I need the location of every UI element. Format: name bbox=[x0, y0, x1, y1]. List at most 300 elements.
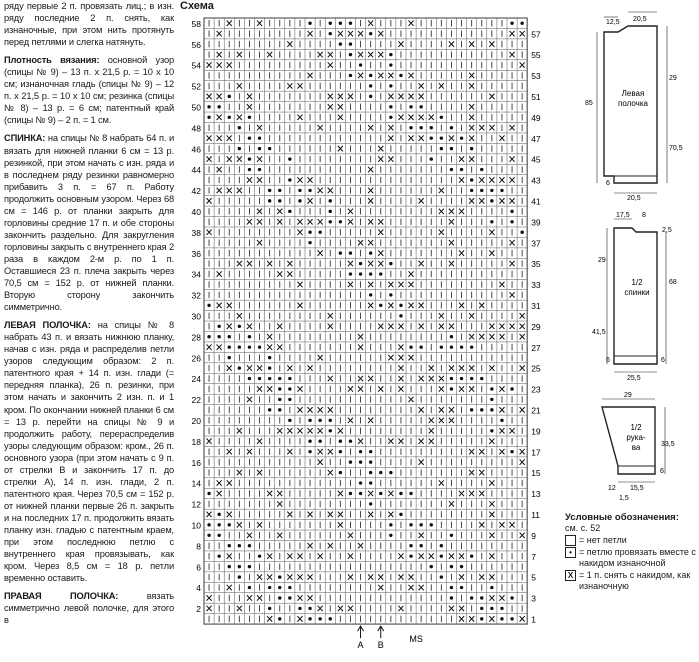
dot-mark bbox=[258, 168, 261, 171]
dot-mark bbox=[389, 523, 392, 526]
dot-mark bbox=[490, 408, 493, 411]
dot-mark bbox=[308, 450, 311, 453]
dot-mark bbox=[329, 22, 332, 25]
dot-mark bbox=[369, 460, 372, 463]
dot-mark bbox=[440, 554, 443, 557]
dot-mark bbox=[419, 523, 422, 526]
row-label-left: 50 bbox=[191, 102, 201, 113]
row-label-right: 9 bbox=[531, 530, 536, 541]
sleeve-dim-plank-left: 12 bbox=[608, 485, 616, 492]
dot-mark bbox=[217, 325, 220, 328]
dot-mark bbox=[470, 408, 473, 411]
row-label-right: 13 bbox=[531, 489, 541, 500]
dot-mark bbox=[430, 565, 433, 568]
row-label-left: 6 bbox=[196, 562, 201, 573]
dot-mark bbox=[470, 345, 473, 348]
row-label-right: 3 bbox=[531, 593, 536, 604]
row-label-left: 56 bbox=[191, 39, 201, 50]
dot-mark bbox=[238, 544, 241, 547]
dot-mark bbox=[298, 607, 301, 610]
dot-mark bbox=[248, 345, 251, 348]
row-label-left: 42 bbox=[191, 186, 201, 197]
dot-mark bbox=[379, 272, 382, 275]
lf-dim-height-right: 70,5 bbox=[669, 145, 683, 152]
row-label-left: 36 bbox=[191, 248, 201, 259]
dot-mark bbox=[258, 147, 261, 150]
dot-mark bbox=[389, 53, 392, 56]
dot-mark bbox=[248, 565, 251, 568]
dot-mark bbox=[460, 565, 463, 568]
dot-mark bbox=[450, 168, 453, 171]
dot-mark bbox=[419, 345, 422, 348]
cross-cell-icon: X bbox=[565, 570, 576, 581]
dot-mark bbox=[217, 523, 220, 526]
row-label-right: 11 bbox=[531, 510, 541, 521]
dot-mark bbox=[318, 440, 321, 443]
back-dim-neck-h: 2,5 bbox=[662, 227, 672, 234]
dot-mark bbox=[490, 429, 493, 432]
row-label-left: 58 bbox=[191, 18, 201, 29]
density-label: Плотность вязания: bbox=[4, 55, 100, 66]
lf-dim-top-right: 29 bbox=[669, 75, 677, 82]
dot-mark bbox=[510, 617, 513, 620]
dot-mark bbox=[228, 356, 231, 359]
dot-mark bbox=[238, 565, 241, 568]
dot-mark bbox=[379, 304, 382, 307]
dot-mark bbox=[228, 565, 231, 568]
lf-dim-height-left: 85 bbox=[585, 100, 593, 107]
dot-mark bbox=[409, 105, 412, 108]
row-label-left: 54 bbox=[191, 60, 201, 71]
dot-mark bbox=[460, 168, 463, 171]
arrow-a-label: A bbox=[357, 640, 364, 651]
dot-mark bbox=[389, 105, 392, 108]
row-label-left: 52 bbox=[191, 81, 201, 92]
dot-mark bbox=[369, 84, 372, 87]
dot-mark bbox=[359, 481, 362, 484]
dot-mark bbox=[470, 377, 473, 380]
dot-mark bbox=[339, 42, 342, 45]
dot-mark bbox=[248, 168, 251, 171]
legend bbox=[565, 512, 699, 592]
dot-mark bbox=[207, 492, 210, 495]
row-label-left: 30 bbox=[191, 311, 201, 322]
dot-mark bbox=[318, 617, 321, 620]
dot-mark bbox=[480, 408, 483, 411]
dot-mark bbox=[389, 534, 392, 537]
dot-mark bbox=[318, 231, 321, 234]
dot-mark bbox=[278, 617, 281, 620]
right-front-paragraph: ПРАВАЯ ПОЛОЧКА: вязать симметрично левой полочке, для этого в bbox=[4, 591, 174, 626]
back-dim-plank-right: 6 bbox=[661, 357, 665, 364]
chart-title: Схема bbox=[180, 0, 214, 12]
dot-mark bbox=[228, 544, 231, 547]
dot-mark bbox=[308, 440, 311, 443]
row-label-left: 32 bbox=[191, 290, 201, 301]
dot-mark bbox=[359, 63, 362, 66]
lf-dim-top-small: 12,5 bbox=[606, 19, 620, 26]
dot-mark bbox=[480, 617, 483, 620]
row-label-left: 40 bbox=[191, 206, 201, 217]
dot-mark bbox=[369, 481, 372, 484]
row-label-right: 53 bbox=[531, 71, 541, 82]
dot-mark bbox=[450, 586, 453, 589]
dot-mark bbox=[258, 345, 261, 348]
back-dim-side: 41,5 bbox=[592, 329, 606, 336]
dot-mark bbox=[329, 210, 332, 213]
dot-mark bbox=[248, 116, 251, 119]
dot-mark bbox=[480, 607, 483, 610]
row-label-left: 4 bbox=[196, 583, 201, 594]
dot-mark bbox=[510, 22, 513, 25]
dot-mark bbox=[490, 220, 493, 223]
back-title-2: спинки bbox=[624, 288, 650, 297]
dot-mark bbox=[460, 136, 463, 139]
row-label-right: 39 bbox=[531, 217, 541, 228]
row-label-right: 41 bbox=[531, 196, 541, 207]
dot-mark bbox=[430, 523, 433, 526]
dot-mark bbox=[470, 596, 473, 599]
dot-mark bbox=[399, 74, 402, 77]
back-title-1: 1/2 bbox=[631, 278, 643, 287]
dot-mark bbox=[440, 147, 443, 150]
row-label-left: 46 bbox=[191, 144, 201, 155]
dot-mark bbox=[288, 398, 291, 401]
row-label-left: 8 bbox=[196, 541, 201, 552]
row-label-right: 19 bbox=[531, 426, 541, 437]
dot-mark bbox=[228, 95, 231, 98]
left-front-paragraph: ЛЕВАЯ ПОЛОЧКА: на спицы № 8 набрать 43 п. и вязать нижнюю планку, начав с изн. ряда и распределив петли узоров следующим образом: 2 п. патентного края + 14 п. изн. глади (= передняя планка), 26 п. резинки, при этом начать и закончить 2 изн. п. и 1 кром. По окончании нижней планки 6 см = 13 р. перейти на спицы № 9 и продолжить работу, перераспределив узоры следующим образом: кром., 26 п. основного узора (при этом начать с 9 п. от стрелки В и закончить 17 п. до стрелки А), 14 п. изн. глади, 2 п. патентного края. Через 70,5 см = 152 р. от нижней планки первые 26 п. закрыть и на последних 17 п. продолжить вязать планку изн. гладью с патентным краем, при этом последнюю петлю с внутреннего края провязывать, как кром. Через 8,5 см = 18 р. петли временно оставить. bbox=[4, 320, 174, 584]
dot-mark bbox=[480, 377, 483, 380]
dot-mark bbox=[359, 492, 362, 495]
dot-mark bbox=[308, 617, 311, 620]
dot-mark bbox=[440, 116, 443, 119]
dot-mark bbox=[217, 534, 220, 537]
dot-mark bbox=[369, 471, 372, 474]
row-label-right: 17 bbox=[531, 447, 541, 458]
dot-mark bbox=[450, 126, 453, 129]
dot-mark bbox=[339, 450, 342, 453]
row-label-right: 35 bbox=[531, 259, 541, 270]
dot-mark bbox=[349, 74, 352, 77]
dot-mark bbox=[207, 335, 210, 338]
left-front-label: ЛЕВАЯ ПОЛОЧКА: bbox=[4, 320, 91, 331]
dot-mark bbox=[369, 251, 372, 254]
dot-mark bbox=[490, 199, 493, 202]
back-dim-top: 17,5 bbox=[616, 212, 630, 219]
dot-mark bbox=[369, 450, 372, 453]
dot-mark bbox=[419, 544, 422, 547]
row-label-right: 45 bbox=[531, 154, 541, 165]
row-label-right: 5 bbox=[531, 572, 536, 583]
lf-dim-bottom: 20,5 bbox=[627, 195, 641, 202]
dot-mark bbox=[480, 189, 483, 192]
back-label: СПИНКА: bbox=[4, 133, 46, 144]
dot-mark bbox=[248, 377, 251, 380]
row-label-left: 10 bbox=[191, 520, 201, 531]
dot-mark bbox=[430, 136, 433, 139]
dot-mark bbox=[278, 199, 281, 202]
row-label-left: 16 bbox=[191, 457, 201, 468]
row-label-left: 12 bbox=[191, 499, 201, 510]
row-label-left: 38 bbox=[191, 227, 201, 238]
dot-mark bbox=[207, 523, 210, 526]
dot-mark bbox=[308, 231, 311, 234]
row-label-left: 28 bbox=[191, 332, 201, 343]
dot-mark bbox=[288, 387, 291, 390]
empty-cell-icon bbox=[565, 535, 576, 546]
dot-mark bbox=[217, 513, 220, 516]
dot-mark bbox=[207, 534, 210, 537]
dot-mark bbox=[339, 251, 342, 254]
dot-mark bbox=[268, 147, 271, 150]
dot-mark bbox=[389, 63, 392, 66]
dot-mark bbox=[217, 335, 220, 338]
dot-mark bbox=[450, 345, 453, 348]
dot-cell-icon: • bbox=[565, 547, 576, 558]
dot-mark bbox=[278, 408, 281, 411]
dot-mark bbox=[349, 22, 352, 25]
dot-mark bbox=[510, 387, 513, 390]
dot-mark bbox=[349, 42, 352, 45]
dot-mark bbox=[389, 116, 392, 119]
dot-mark bbox=[430, 126, 433, 129]
row-label-right: 49 bbox=[531, 112, 541, 123]
dot-mark bbox=[440, 345, 443, 348]
sleeve-title-2: рука- bbox=[626, 433, 646, 442]
dot-mark bbox=[379, 471, 382, 474]
row-label-right: 33 bbox=[531, 280, 541, 291]
back-dim-neck-w: 8 bbox=[642, 212, 646, 219]
dot-mark bbox=[399, 314, 402, 317]
row-label-right: 29 bbox=[531, 321, 541, 332]
row-label-right: 7 bbox=[531, 551, 536, 562]
row-label-left: 26 bbox=[191, 353, 201, 364]
dot-mark bbox=[359, 450, 362, 453]
knitting-chart bbox=[180, 14, 565, 654]
dot-mark bbox=[329, 617, 332, 620]
dot-mark bbox=[268, 408, 271, 411]
dot-mark bbox=[228, 116, 231, 119]
row-label-right: 23 bbox=[531, 384, 541, 395]
dot-mark bbox=[349, 440, 352, 443]
dot-mark bbox=[268, 377, 271, 380]
instructions-text bbox=[4, 0, 174, 662]
dot-mark bbox=[329, 429, 332, 432]
dot-mark bbox=[450, 534, 453, 537]
dot-mark bbox=[349, 251, 352, 254]
row-label-left: 44 bbox=[191, 165, 201, 176]
dot-mark bbox=[369, 293, 372, 296]
sleeve-dim-plank-right: 6 bbox=[660, 468, 664, 475]
dot-mark bbox=[217, 105, 220, 108]
sleeve-dim-top: 29 bbox=[624, 392, 632, 399]
row-label-left: 34 bbox=[191, 269, 201, 280]
row-label-right: 27 bbox=[531, 342, 541, 353]
right-front-label: ПРАВАЯ ПОЛОЧКА: bbox=[4, 591, 119, 602]
dot-mark bbox=[339, 22, 342, 25]
row-label-right: 51 bbox=[531, 92, 541, 103]
sleeve-dim-bottom: 15,5 bbox=[630, 485, 644, 492]
sleeve-title-3: ва bbox=[631, 443, 641, 452]
dot-mark bbox=[500, 607, 503, 610]
dot-mark bbox=[329, 419, 332, 422]
dot-mark bbox=[369, 74, 372, 77]
row-label-right: 43 bbox=[531, 175, 541, 186]
dot-mark bbox=[450, 147, 453, 150]
dot-mark bbox=[440, 136, 443, 139]
dot-mark bbox=[248, 157, 251, 160]
dot-mark bbox=[389, 84, 392, 87]
dot-mark bbox=[258, 554, 261, 557]
dot-mark bbox=[359, 460, 362, 463]
dot-mark bbox=[268, 366, 271, 369]
back-dim-bottom: 25,5 bbox=[627, 375, 641, 382]
arrow-b-icon bbox=[378, 626, 384, 638]
dot-mark bbox=[288, 586, 291, 589]
legend-item: • = петлю провязать вместе с накидом изнаночной bbox=[565, 547, 699, 569]
sleeve-dim-edge: 1,5 bbox=[619, 495, 629, 502]
dot-mark bbox=[308, 607, 311, 610]
dot-mark bbox=[430, 157, 433, 160]
dot-mark bbox=[470, 178, 473, 181]
dot-mark bbox=[409, 126, 412, 129]
dot-mark bbox=[329, 220, 332, 223]
dot-mark bbox=[308, 419, 311, 422]
back-dim-total: 68 bbox=[669, 279, 677, 286]
dot-mark bbox=[329, 199, 332, 202]
dot-mark bbox=[369, 502, 372, 505]
dot-mark bbox=[460, 345, 463, 348]
dot-mark bbox=[480, 168, 483, 171]
dot-mark bbox=[450, 596, 453, 599]
dot-mark bbox=[248, 586, 251, 589]
dot-mark bbox=[308, 189, 311, 192]
dot-mark bbox=[510, 220, 513, 223]
dot-mark bbox=[419, 105, 422, 108]
dot-mark bbox=[238, 325, 241, 328]
dot-mark bbox=[278, 189, 281, 192]
row-label-right: 55 bbox=[531, 50, 541, 61]
dot-mark bbox=[268, 607, 271, 610]
dot-mark bbox=[258, 136, 261, 139]
dot-mark bbox=[510, 450, 513, 453]
dot-mark bbox=[379, 492, 382, 495]
back-paragraph: СПИНКА: на спицы № 8 набрать 64 п. и вязать для нижней планки 6 см = 13 р. резинкой, при этом начать с изн. ряда и в последнем ряду резинки равномерно прибавить 3 п. = 67 п. Работу продолжить основным узором. Через 68 см = 146 р. от планки закрыть для горловины средние 17 п. и обе стороны закончить раздельно. Для закругления горловины закрыть с внутреннего края 2 раза в каждом 2-м р. по 1 п. Оставшиеся 23 п. плеча закрыть через 70,5 см = 152 р. от нижней планки. Вторую сторону закончить симметрично. bbox=[4, 133, 174, 313]
dot-mark bbox=[419, 126, 422, 129]
dot-mark bbox=[339, 220, 342, 223]
dot-mark bbox=[258, 377, 261, 380]
dot-mark bbox=[329, 32, 332, 35]
dot-mark bbox=[278, 377, 281, 380]
intro-paragraph: ряду первые 2 п. провязать лиц.; в изн. ряду последние 2 п. снять, как изнаночные, при этом нить протянуть перед петлями и слегка натянуть. bbox=[4, 1, 174, 48]
dot-mark bbox=[298, 189, 301, 192]
dot-mark bbox=[207, 304, 210, 307]
dot-mark bbox=[450, 565, 453, 568]
dot-mark bbox=[490, 398, 493, 401]
dot-mark bbox=[288, 178, 291, 181]
row-label-left: 18 bbox=[191, 436, 201, 447]
dot-mark bbox=[278, 586, 281, 589]
dot-mark bbox=[308, 22, 311, 25]
dot-mark bbox=[480, 596, 483, 599]
row-label-right: 21 bbox=[531, 405, 541, 416]
dot-mark bbox=[399, 304, 402, 307]
legend-title: Условные обозначения: bbox=[565, 512, 679, 523]
dot-mark bbox=[318, 419, 321, 422]
dot-mark bbox=[349, 492, 352, 495]
dot-mark bbox=[359, 272, 362, 275]
arrow-a-icon bbox=[358, 626, 364, 638]
dot-mark bbox=[409, 492, 412, 495]
dot-mark bbox=[409, 544, 412, 547]
dot-mark bbox=[228, 523, 231, 526]
dot-mark bbox=[349, 272, 352, 275]
dot-mark bbox=[207, 116, 210, 119]
dot-mark bbox=[520, 22, 523, 25]
dot-mark bbox=[288, 596, 291, 599]
dot-mark bbox=[520, 231, 523, 234]
dot-mark bbox=[238, 147, 241, 150]
dot-mark bbox=[248, 335, 251, 338]
dot-mark bbox=[490, 387, 493, 390]
dot-mark bbox=[248, 544, 251, 547]
chart-svg bbox=[180, 14, 565, 654]
dot-mark bbox=[339, 471, 342, 474]
lf-title-2: полочка bbox=[618, 99, 648, 108]
row-label-left: 20 bbox=[191, 415, 201, 426]
dot-mark bbox=[248, 136, 251, 139]
ms-label: MS bbox=[409, 634, 423, 645]
row-label-left: 2 bbox=[196, 604, 201, 615]
dot-mark bbox=[238, 575, 241, 578]
dot-mark bbox=[470, 189, 473, 192]
dot-mark bbox=[470, 147, 473, 150]
dot-mark bbox=[217, 554, 220, 557]
back-dim-armhole: 29 bbox=[598, 257, 606, 264]
dot-mark bbox=[359, 262, 362, 265]
dot-mark bbox=[268, 356, 271, 359]
dot-mark bbox=[228, 345, 231, 348]
dot-mark bbox=[409, 523, 412, 526]
dot-mark bbox=[288, 210, 291, 213]
dot-mark bbox=[389, 262, 392, 265]
dot-mark bbox=[440, 544, 443, 547]
dot-mark bbox=[278, 387, 281, 390]
dot-mark bbox=[268, 199, 271, 202]
dot-mark bbox=[288, 419, 291, 422]
row-label-right: 25 bbox=[531, 363, 541, 374]
sleeve-title-1: 1/2 bbox=[630, 423, 642, 432]
dot-mark bbox=[369, 272, 372, 275]
dot-mark bbox=[308, 241, 311, 244]
dot-mark bbox=[399, 513, 402, 516]
dot-mark bbox=[238, 345, 241, 348]
dot-mark bbox=[500, 617, 503, 620]
row-label-right: 31 bbox=[531, 301, 541, 312]
dot-mark bbox=[349, 460, 352, 463]
row-label-right: 15 bbox=[531, 468, 541, 479]
dot-mark bbox=[349, 53, 352, 56]
arrow-b-label: B bbox=[377, 640, 384, 651]
dot-mark bbox=[450, 335, 453, 338]
dot-mark bbox=[278, 575, 281, 578]
dot-mark bbox=[207, 105, 210, 108]
legend-item: = нет петли bbox=[565, 535, 699, 546]
row-label-left: 24 bbox=[191, 374, 201, 385]
lf-dim-plank: 6 bbox=[606, 180, 610, 187]
dot-mark bbox=[490, 607, 493, 610]
